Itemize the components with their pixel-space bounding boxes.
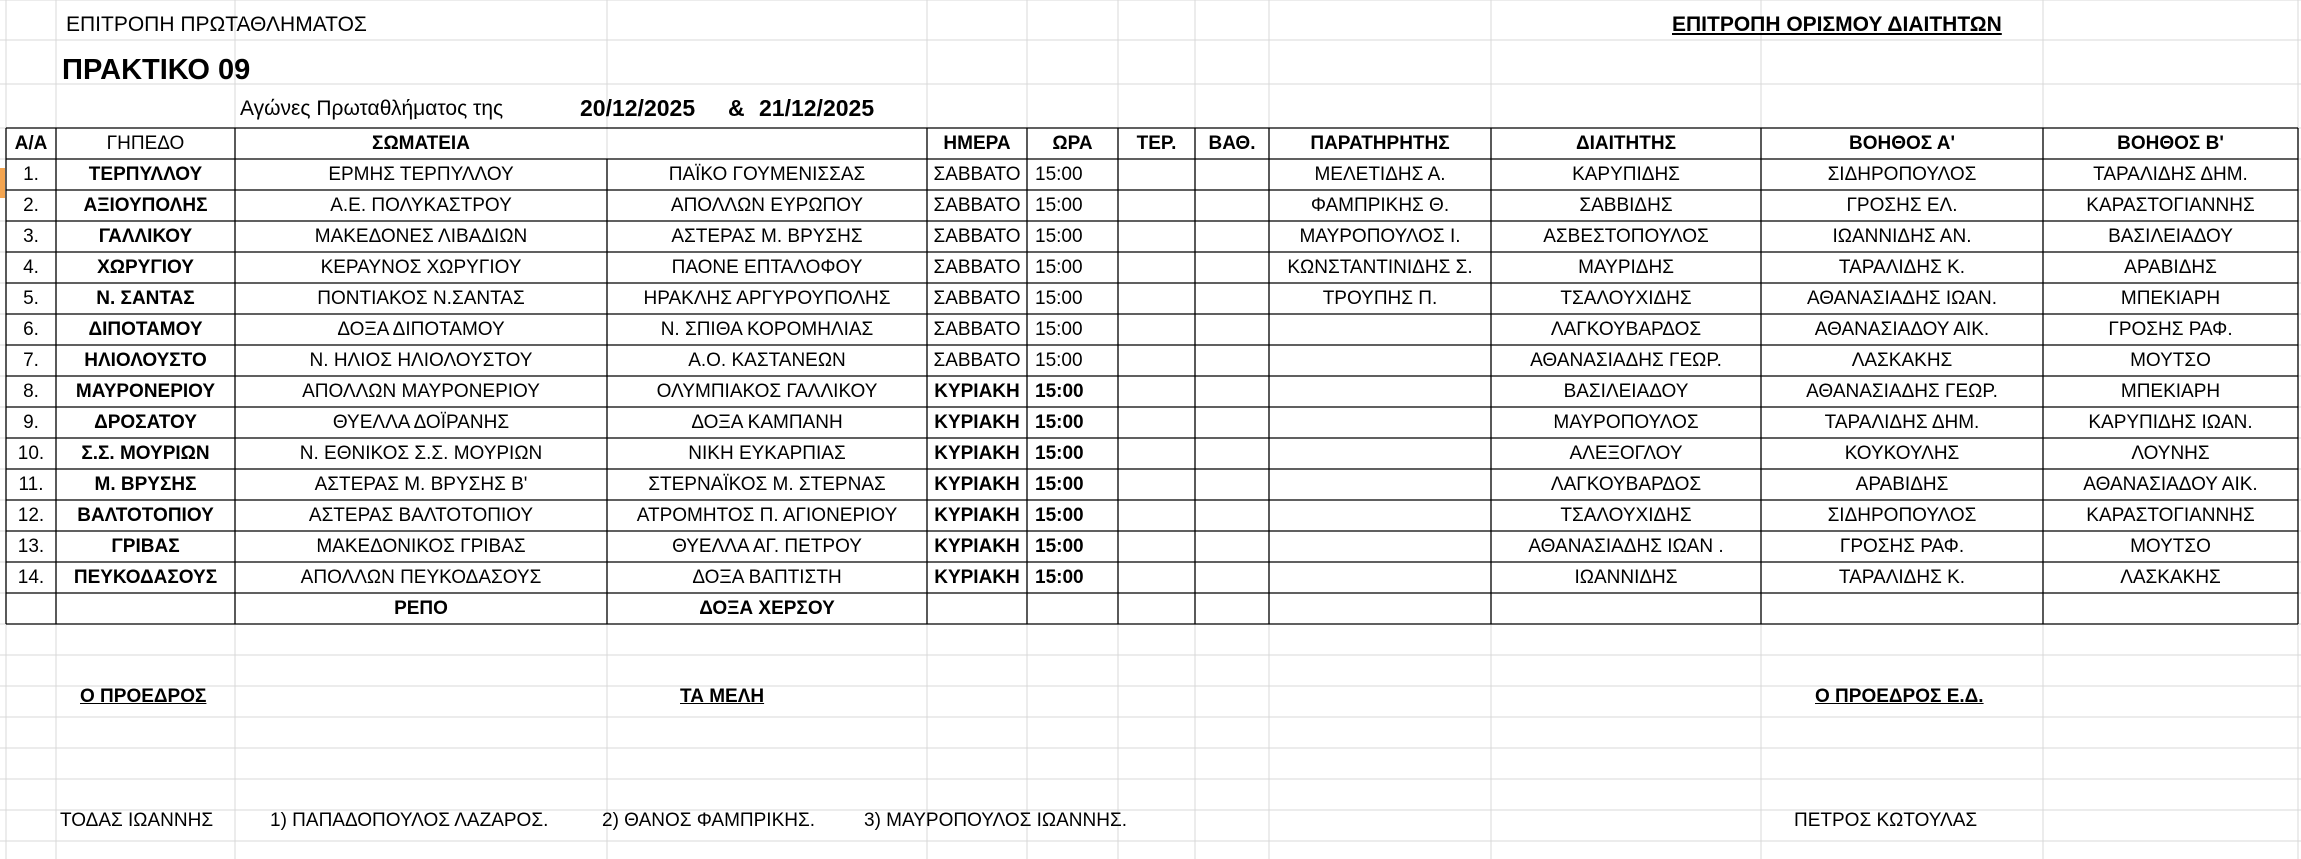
row-referee: ΒΑΣΙΛΕΙΑΔΟΥ — [1563, 381, 1689, 402]
row-away-team: ΠΑΪΚΟ ΓΟΥΜΕΝΙΣΣΑΣ — [668, 164, 866, 185]
row-number: 8. — [23, 381, 39, 402]
row-home-team: ΘΥΕΛΛΑ ΔΟΪΡΑΝΗΣ — [332, 412, 510, 433]
row-assistant-a: ΤΑΡΑΛΙΔΗΣ ΔΗΜ. — [1824, 412, 1980, 433]
row-home-team: Α.Ε. ΠΟΛΥΚΑΣΤΡΟΥ — [330, 195, 512, 216]
row-selection-marker — [0, 168, 5, 198]
row-assistant-a: ΤΑΡΑΛΙΔΗΣ Κ. — [1838, 257, 1966, 278]
committee-left: ΕΠΙΤΡΟΠΗ ΠΡΩΤΑΘΛΗΜΑΤΟΣ — [66, 13, 367, 36]
row-ground: ΠΕΥΚΟΔΑΣΟΥΣ — [73, 567, 218, 588]
row-day: ΚΥΡΙΑΚΗ — [934, 536, 1020, 557]
repo-team: ΔΟΞΑ ΧΕΡΣΟΥ — [699, 598, 835, 619]
date-1: 20/12/2025 — [580, 95, 696, 121]
row-assistant-b: ΚΑΡΥΠΙΔΗΣ ΙΩΑΝ. — [2088, 412, 2253, 433]
row-assistant-a: ΑΘΑΝΑΣΙΑΔΟΥ ΑΙΚ. — [1814, 319, 1990, 340]
row-day: ΣΑΒΒΑΤΟ — [933, 350, 1021, 371]
col-referee: ΔΙΑΙΤΗΤΗΣ — [1576, 133, 1676, 154]
row-observer — [1269, 438, 1491, 469]
row-observer — [1269, 345, 1491, 376]
row-day: ΣΑΒΒΑΤΟ — [933, 288, 1021, 309]
row-away-team: Ν. ΣΠΙΘΑ ΚΟΡΟΜΗΛΙΑΣ — [660, 319, 874, 340]
col-assistant-a: ΒΟΗΘΟΣ Α' — [1849, 133, 1955, 154]
row-ground: ΒΑΛΤΟΤΟΠΙΟΥ — [77, 505, 214, 526]
row-away-team: ΔΟΞΑ ΚΑΜΠΑΝΗ — [691, 412, 843, 433]
row-home-team: ΑΠΟΛΛΩΝ ΠΕΥΚΟΔΑΣΟΥΣ — [300, 567, 542, 588]
row-time: 15:00 — [1035, 319, 1083, 340]
col-ground: ΓΗΠΕΔΟ — [106, 133, 185, 154]
row-day: ΣΑΒΒΑΤΟ — [933, 257, 1021, 278]
date-2: 21/12/2025 — [759, 95, 875, 121]
row-number: 7. — [23, 350, 39, 371]
row-assistant-b: ΑΡΑΒΙΔΗΣ — [2124, 257, 2217, 278]
row-assistant-b: ΜΟΥΤΣΟ — [2130, 536, 2211, 557]
row-day: ΚΥΡΙΑΚΗ — [934, 505, 1020, 526]
row-ground: ΔΙΠΟΤΑΜΟΥ — [88, 319, 203, 340]
col-day: ΗΜΕΡΑ — [943, 133, 1011, 154]
row-observer — [1269, 469, 1491, 500]
row-home-team: ΑΣΤΕΡΑΣ Μ. ΒΡΥΣΗΣ Β' — [314, 474, 528, 495]
row-observer: ΤΡΟΥΠΗΣ Π. — [1322, 288, 1438, 309]
row-home-team: ΕΡΜΗΣ ΤΕΡΠΥΛΛΟΥ — [328, 164, 514, 185]
member-2: 2) ΘΑΝΟΣ ΦΑΜΠΡΙΚΗΣ. — [602, 810, 816, 831]
row-referee: ΜΑΥΡΟΠΟΥΛΟΣ — [1553, 412, 1699, 433]
row-ground: ΤΕΡΠΥΛΛΟΥ — [88, 164, 203, 185]
row-assistant-b: ΚΑΡΑΣΤΟΓΙΑΝΝΗΣ — [2086, 195, 2255, 216]
row-number: 10. — [17, 443, 45, 464]
row-assistant-a: ΑΘΑΝΑΣΙΑΔΗΣ ΓΕΩΡ. — [1806, 381, 1998, 402]
row-away-team: ΘΥΕΛΛΑ ΑΓ. ΠΕΤΡΟΥ — [672, 536, 862, 557]
row-home-team: ΑΣΤΕΡΑΣ ΒΑΛΤΟΤΟΠΙΟΥ — [308, 505, 534, 526]
col-ter: ΤΕΡ. — [1136, 133, 1177, 154]
row-number: 13. — [17, 536, 45, 557]
col-observer: ΠΑΡΑΤΗΡΗΤΗΣ — [1310, 133, 1450, 154]
row-away-team: ΑΣΤΕΡΑΣ Μ. ΒΡΥΣΗΣ — [671, 226, 863, 247]
row-home-team: Ν. ΗΛΙΟΣ ΗΛΙΟΛΟΥΣΤΟΥ — [309, 350, 533, 371]
row-away-team: ΔΟΞΑ ΒΑΠΤΙΣΤΗ — [692, 567, 842, 588]
row-number: 5. — [23, 288, 39, 309]
row-assistant-a: ΑΘΑΝΑΣΙΑΔΗΣ ΙΩΑΝ. — [1806, 288, 1998, 309]
row-number: 1. — [23, 164, 39, 185]
row-number: 4. — [23, 257, 39, 278]
row-time: 15:00 — [1035, 381, 1084, 402]
row-assistant-b: ΓΡΟΣΗΣ ΡΑΦ. — [2108, 319, 2233, 340]
row-ground: Μ. ΒΡΥΣΗΣ — [94, 474, 197, 495]
row-away-team: ΑΤΡΟΜΗΤΟΣ Π. ΑΓΙΟΝΕΡΙΟΥ — [636, 505, 898, 526]
row-ground: ΧΩΡΥΓΙΟΥ — [97, 257, 194, 278]
row-day: ΚΥΡΙΑΚΗ — [934, 474, 1020, 495]
row-referee: ΤΣΑΛΟΥΧΙΔΗΣ — [1560, 505, 1692, 526]
member-3: 3) ΜΑΥΡΟΠΟΥΛΟΣ ΙΩΑΝΝΗΣ. — [864, 810, 1127, 831]
col-assistant-b: ΒΟΗΘΟΣ Β' — [2117, 133, 2224, 154]
row-assistant-b: ΛΑΣΚΑΚΗΣ — [2120, 567, 2221, 588]
member-1: 1) ΠΑΠΑΔΟΠΟΥΛΟΣ ΛΑΖΑΡΟΣ. — [270, 810, 549, 831]
president-ed-name: ΠΕΤΡΟΣ ΚΩΤΟΥΛΑΣ — [1794, 810, 1978, 831]
page-title: ΠΡΑΚΤΙΚΟ 09 — [62, 54, 251, 86]
row-day: ΚΥΡΙΑΚΗ — [934, 381, 1020, 402]
row-ground: Σ.Σ. ΜΟΥΡΙΩΝ — [81, 443, 210, 464]
row-away-team: ΣΤΕΡΝΑΪΚΟΣ Μ. ΣΤΕΡΝΑΣ — [648, 474, 886, 495]
row-ground: ΗΛΙΟΛΟΥΣΤΟ — [84, 350, 207, 371]
row-observer — [1269, 314, 1491, 345]
row-referee: ΑΘΑΝΑΣΙΑΔΗΣ ΓΕΩΡ. — [1530, 350, 1722, 371]
row-time: 15:00 — [1035, 288, 1083, 309]
row-time: 15:00 — [1035, 164, 1083, 185]
president-ed-label: Ο ΠΡΟΕΔΡΟΣ Ε.Δ. — [1815, 686, 1984, 707]
row-number: 9. — [23, 412, 39, 433]
row-observer: ΜΕΛΕΤΙΔΗΣ Α. — [1314, 164, 1446, 185]
row-assistant-a: ΓΡΟΣΗΣ ΡΑΦ. — [1839, 536, 1965, 557]
row-referee: ΚΑΡΥΠΙΔΗΣ — [1572, 164, 1680, 185]
row-observer — [1269, 407, 1491, 438]
row-assistant-b: ΜΠΕΚΙΑΡΗ — [2120, 381, 2221, 402]
row-number: 12. — [17, 505, 45, 526]
row-home-team: ΔΟΞΑ ΔΙΠΟΤΑΜΟΥ — [337, 319, 505, 340]
row-number: 11. — [18, 474, 44, 495]
row-assistant-b: ΤΑΡΑΛΙΔΗΣ ΔΗΜ. — [2093, 164, 2248, 185]
row-assistant-b: ΛΟΥΝΗΣ — [2131, 443, 2210, 464]
row-time: 15:00 — [1035, 226, 1083, 247]
row-day: ΚΥΡΙΑΚΗ — [934, 567, 1020, 588]
row-home-team: ΠΟΝΤΙΑΚΟΣ Ν.ΣΑΝΤΑΣ — [317, 288, 525, 309]
row-observer — [1269, 500, 1491, 531]
row-away-team: Α.Ο. ΚΑΣΤΑΝΕΩΝ — [688, 350, 846, 371]
row-time: 15:00 — [1035, 474, 1084, 495]
row-referee: ΙΩΑΝΝΙΔΗΣ — [1574, 567, 1678, 588]
row-assistant-a: ΣΙΔΗΡΟΠΟΥΛΟΣ — [1827, 164, 1977, 185]
row-time: 15:00 — [1035, 195, 1083, 216]
row-assistant-a: ΤΑΡΑΛΙΔΗΣ Κ. — [1838, 567, 1966, 588]
row-referee: ΤΣΑΛΟΥΧΙΔΗΣ — [1560, 288, 1692, 309]
col-time: ΩΡΑ — [1052, 133, 1093, 154]
row-ground: ΜΑΥΡΟΝΕΡΙΟΥ — [75, 381, 216, 402]
row-away-team: ΑΠΟΛΛΩΝ ΕΥΡΩΠΟΥ — [670, 195, 864, 216]
row-assistant-a: ΛΑΣΚΑΚΗΣ — [1851, 350, 1953, 371]
row-away-team: ΗΡΑΚΛΗΣ ΑΡΓΥΡΟΥΠΟΛΗΣ — [643, 288, 891, 309]
row-assistant-b: ΚΑΡΑΣΤΟΓΙΑΝΝΗΣ — [2086, 505, 2255, 526]
row-assistant-a: ΚΟΥΚΟΥΛΗΣ — [1844, 443, 1960, 464]
row-assistant-a: ΙΩΑΝΝΙΔΗΣ ΑΝ. — [1832, 226, 1972, 247]
row-assistant-b: ΜΟΥΤΣΟ — [2130, 350, 2211, 371]
row-number: 6. — [23, 319, 39, 340]
row-home-team: ΜΑΚΕΔΟΝΕΣ ΛΙΒΑΔΙΩΝ — [314, 226, 528, 247]
row-assistant-b: ΜΠΕΚΙΑΡΗ — [2120, 288, 2221, 309]
row-time: 15:00 — [1035, 443, 1084, 464]
row-day: ΣΑΒΒΑΤΟ — [933, 164, 1021, 185]
row-home-team: ΚΕΡΑΥΝΟΣ ΧΩΡΥΓΙΟΥ — [320, 257, 522, 278]
row-referee: ΛΑΓΚΟΥΒΑΡΔΟΣ — [1550, 319, 1702, 340]
row-referee: ΑΣΒΕΣΤΟΠΟΥΛΟΣ — [1543, 226, 1709, 247]
president-label: Ο ΠΡΟΕΔΡΟΣ — [80, 686, 207, 707]
row-observer — [1269, 376, 1491, 407]
row-number: 3. — [23, 226, 39, 247]
row-away-team: ΟΛΥΜΠΙΑΚΟΣ ΓΑΛΛΙΚΟΥ — [656, 381, 878, 402]
row-away-team: ΠΑΟΝΕ ΕΠΤΑΛΟΦΟΥ — [671, 257, 863, 278]
row-ground: ΓΑΛΛΙΚΟΥ — [98, 226, 193, 247]
row-ground: Ν. ΣΑΝΤΑΣ — [96, 288, 195, 309]
repo-label: ΡΕΠΟ — [394, 598, 448, 619]
row-referee: ΣΑΒΒΙΔΗΣ — [1579, 195, 1673, 216]
row-observer: ΜΑΥΡΟΠΟΥΛΟΣ Ι. — [1299, 226, 1461, 247]
row-ground: ΔΡΟΣΑΤΟΥ — [94, 412, 197, 433]
row-assistant-a: ΑΡΑΒΙΔΗΣ — [1855, 474, 1949, 495]
row-time: 15:00 — [1035, 350, 1083, 371]
row-number: 2. — [23, 195, 39, 216]
row-referee: ΛΑΓΚΟΥΒΑΡΔΟΣ — [1550, 474, 1702, 495]
row-home-team: ΑΠΟΛΛΩΝ ΜΑΥΡΟΝΕΡΙΟΥ — [302, 381, 540, 402]
members-label: ΤΑ ΜΕΛΗ — [680, 686, 765, 707]
row-away-team: ΝΙΚΗ ΕΥΚΑΡΠΙΑΣ — [688, 443, 846, 464]
row-time: 15:00 — [1035, 505, 1084, 526]
row-observer: ΦΑΜΠΡΙΚΗΣ Θ. — [1310, 195, 1450, 216]
row-referee: ΜΑΥΡΙΔΗΣ — [1578, 257, 1674, 278]
row-observer: ΚΩΝΣΤΑΝΤΙΝΙΔΗΣ Σ. — [1287, 257, 1473, 278]
date-ampersand: & — [728, 95, 745, 121]
row-time: 15:00 — [1035, 412, 1084, 433]
row-ground: ΓΡΙΒΑΣ — [111, 536, 180, 557]
row-day: ΚΥΡΙΑΚΗ — [934, 412, 1020, 433]
row-home-team: Ν. ΕΘΝΙΚΟΣ Σ.Σ. ΜΟΥΡΙΩΝ — [299, 443, 543, 464]
col-aa: Α/Α — [14, 133, 48, 154]
row-day: ΚΥΡΙΑΚΗ — [934, 443, 1020, 464]
subtitle-prefix: Αγώνες Πρωταθλήματος της — [240, 97, 504, 120]
row-assistant-a: ΣΙΔΗΡΟΠΟΥΛΟΣ — [1827, 505, 1977, 526]
col-vath: ΒΑΘ. — [1208, 133, 1256, 154]
row-day: ΣΑΒΒΑΤΟ — [933, 319, 1021, 340]
row-observer — [1269, 562, 1491, 593]
row-referee: ΑΛΕΞΟΓΛΟΥ — [1569, 443, 1683, 464]
row-observer — [1269, 531, 1491, 562]
committee-right: ΕΠΙΤΡΟΠΗ ΟΡΙΣΜΟΥ ΔΙΑΙΤΗΤΩΝ — [1672, 13, 2002, 36]
row-referee: ΑΘΑΝΑΣΙΑΔΗΣ ΙΩΑΝ . — [1528, 536, 1724, 557]
row-time: 15:00 — [1035, 257, 1083, 278]
row-day: ΣΑΒΒΑΤΟ — [933, 226, 1021, 247]
row-ground: ΑΞΙΟΥΠΟΛΗΣ — [83, 195, 208, 216]
row-time: 15:00 — [1035, 567, 1084, 588]
row-assistant-a: ΓΡΟΣΗΣ ΕΛ. — [1846, 195, 1958, 216]
row-assistant-b: ΑΘΑΝΑΣΙΑΔΟΥ ΑΙΚ. — [2083, 474, 2258, 495]
row-day: ΣΑΒΒΑΤΟ — [933, 195, 1021, 216]
row-home-team: ΜΑΚΕΔΟΝΙΚΟΣ ΓΡΙΒΑΣ — [316, 536, 526, 557]
row-number: 14. — [17, 567, 45, 588]
col-teams: ΣΩΜΑΤΕΙΑ — [372, 133, 470, 154]
row-assistant-b: ΒΑΣΙΛΕΙΑΔΟΥ — [2108, 226, 2233, 247]
row-time: 15:00 — [1035, 536, 1084, 557]
president-name: ΤΟΔΑΣ ΙΩΑΝΝΗΣ — [60, 810, 214, 831]
